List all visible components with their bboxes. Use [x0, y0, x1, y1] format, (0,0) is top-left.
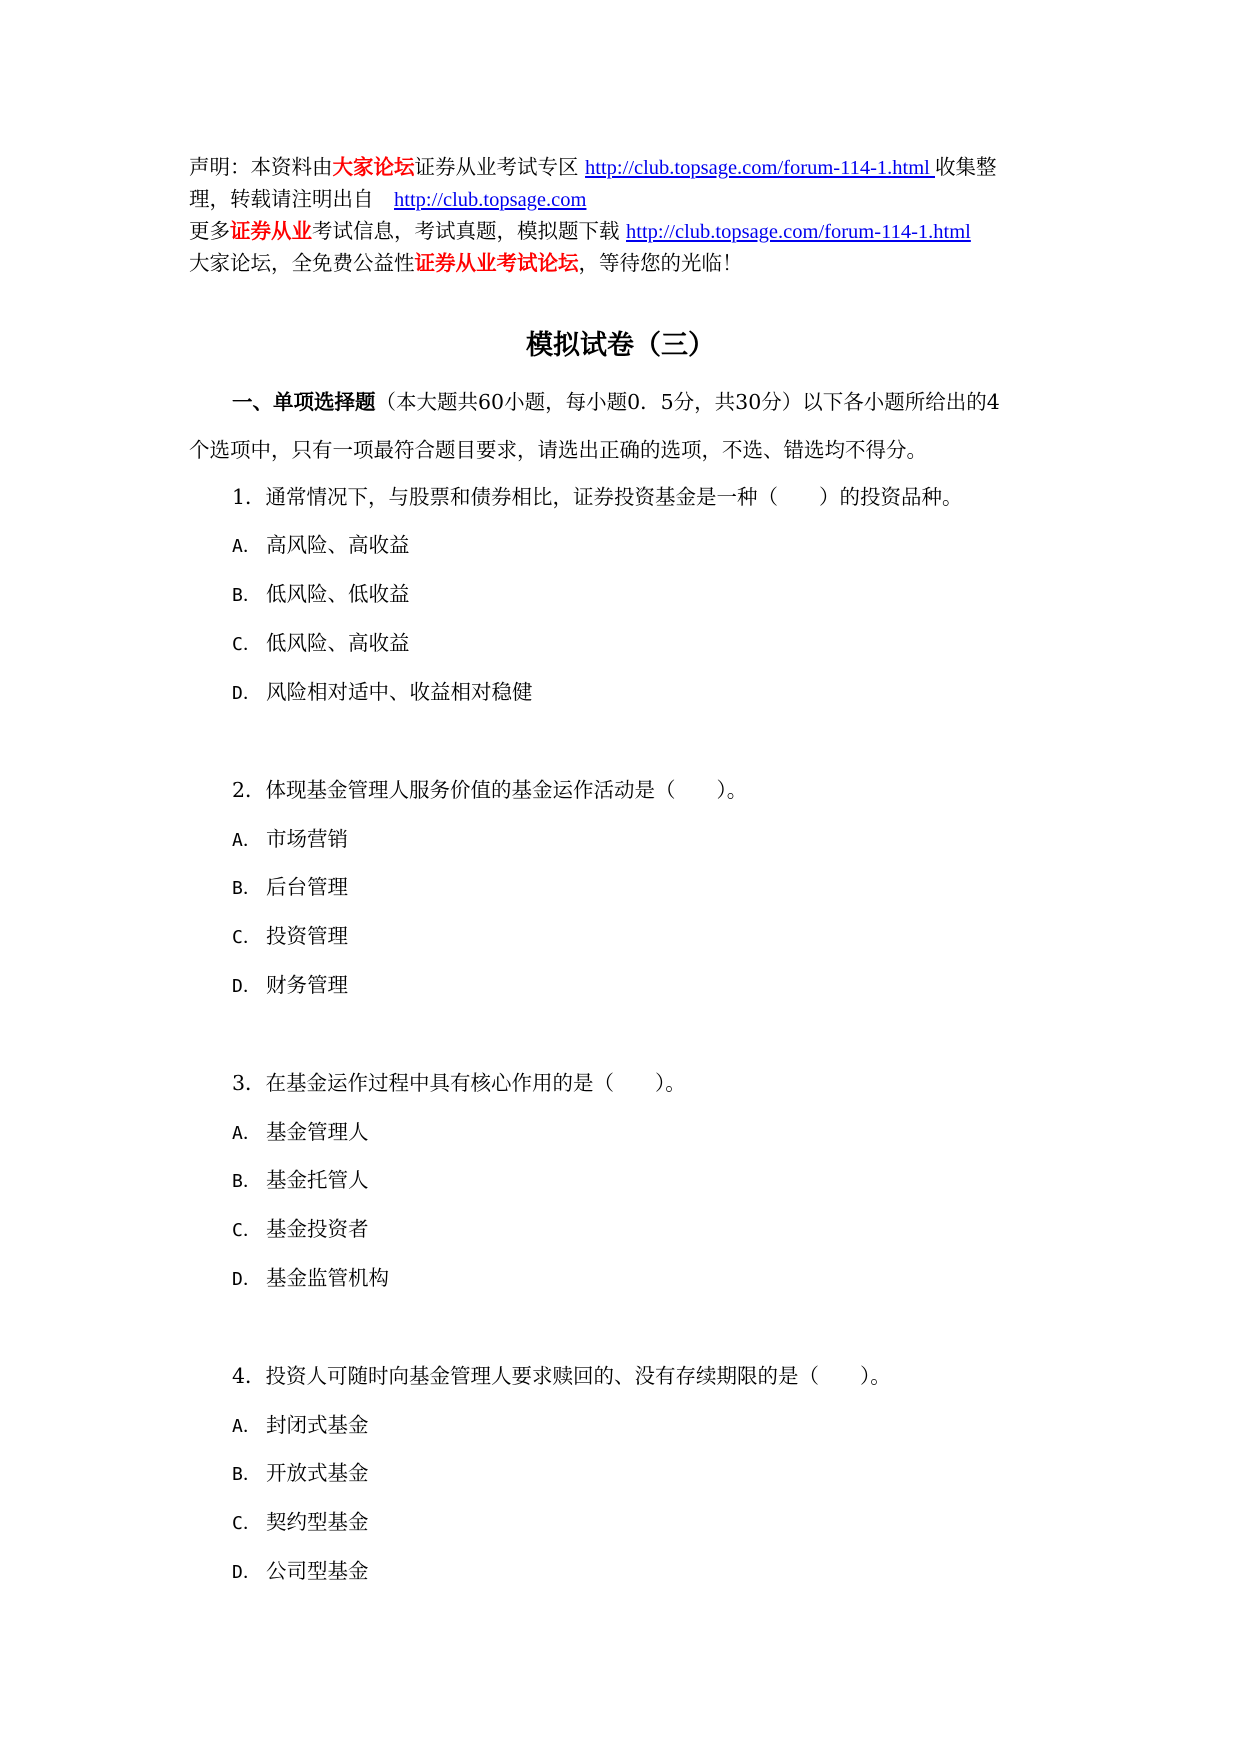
option-item[interactable] [232, 1410, 369, 1442]
question-stem: 4．投资人可随时向基金管理人要求赎回的、没有存续期限的是（ ）。 [232, 1364, 891, 1388]
option-text: 契约型基金 [266, 1510, 369, 1534]
section-intro-line-1 [232, 386, 1000, 418]
option-text: 财务管理 [266, 973, 348, 997]
notice-line-2 [189, 183, 1059, 216]
notice-text: ，等待您的光临！ [578, 251, 743, 275]
option-item[interactable] [232, 872, 348, 904]
option-label: A． [232, 830, 261, 851]
option-item[interactable] [232, 1556, 369, 1588]
option-label: D． [232, 976, 261, 997]
option-item[interactable] [232, 970, 348, 1002]
notice-text: 声明：本资料由 [189, 155, 333, 179]
option-label: D． [232, 683, 261, 704]
option-text: 基金监管机构 [266, 1266, 389, 1290]
option-item[interactable] [232, 824, 348, 856]
option-label: C． [232, 634, 261, 655]
question-stem: 3．在基金运作过程中具有核心作用的是（ ）。 [232, 1071, 686, 1095]
option-label: B． [232, 1464, 261, 1485]
option-label: A． [232, 536, 261, 557]
option-text: 高风险、高收益 [266, 533, 410, 557]
option-item[interactable] [232, 1263, 389, 1295]
question-stem: 2．体现基金管理人服务价值的基金运作活动是（ ）。 [232, 778, 748, 802]
option-text: 开放式基金 [266, 1461, 369, 1485]
notice-highlight: 证券从业 [230, 219, 312, 243]
forum-link[interactable]: http://club.topsage.com/forum-114-1.html [585, 157, 935, 179]
option-item[interactable] [232, 579, 410, 611]
notice-text: 大家论坛，全免费公益性 [189, 251, 415, 275]
option-text: 基金管理人 [266, 1120, 369, 1144]
option-label: D． [232, 1269, 261, 1290]
option-label: D． [232, 1562, 261, 1583]
option-text: 投资管理 [266, 924, 348, 948]
section-intro-line-2: 个选项中，只有一项最符合题目要求，请选出正确的选项，不选、错选均不得分。 [189, 438, 927, 462]
notice-text: 理，转载请注明出自 [189, 187, 394, 211]
option-label: C． [232, 927, 261, 948]
section-heading: 一、单项选择题 [232, 390, 376, 414]
option-text: 市场营销 [266, 827, 348, 851]
download-link[interactable]: http://club.topsage.com/forum-114-1.html [626, 221, 971, 243]
option-item[interactable] [232, 1214, 369, 1246]
option-text: 封闭式基金 [266, 1413, 369, 1437]
option-text: 基金托管人 [266, 1168, 369, 1192]
notice-text: 收集整 [935, 155, 997, 179]
page-title: 模拟试卷（三） [526, 330, 715, 361]
option-item[interactable] [232, 1165, 369, 1197]
notice-highlight: 证券从业考试论坛 [414, 251, 579, 275]
option-label: C． [232, 1220, 261, 1241]
option-item[interactable] [232, 677, 533, 709]
notice-line-1 [189, 151, 1059, 184]
option-text: 后台管理 [266, 875, 348, 899]
option-label: B． [232, 878, 261, 899]
notice-highlight: 大家论坛 [332, 155, 415, 179]
section-desc: （本大题共60小题，每小题0．5分，共30分）以下各小题所给出的4 [375, 390, 1000, 414]
question-stem: 1．通常情况下，与股票和债券相比，证券投资基金是一种（ ）的投资品种。 [232, 485, 963, 509]
option-text: 低风险、低收益 [266, 582, 410, 606]
option-text: 基金投资者 [266, 1217, 369, 1241]
site-link[interactable]: http://club.topsage.com [394, 189, 587, 211]
option-item[interactable] [232, 1117, 369, 1149]
option-text: 公司型基金 [266, 1559, 369, 1583]
notice-line-3 [189, 215, 1059, 248]
option-label: A． [232, 1123, 261, 1144]
option-item[interactable] [232, 530, 410, 562]
option-text: 低风险、高收益 [266, 631, 410, 655]
option-text: 风险相对适中、收益相对稳健 [266, 680, 533, 704]
notice-line-4 [189, 247, 1059, 279]
option-label: B． [232, 1171, 261, 1192]
option-item[interactable] [232, 1507, 369, 1539]
option-item[interactable] [232, 921, 348, 953]
notice-text: 证券从业考试专区 [414, 155, 586, 179]
notice-text: 更多 [189, 219, 230, 243]
notice-text: 考试信息，考试真题，模拟题下载 [312, 219, 627, 243]
option-label: C． [232, 1513, 261, 1534]
option-label: B． [232, 585, 261, 606]
option-label: A． [232, 1416, 261, 1437]
option-item[interactable] [232, 1458, 369, 1490]
option-item[interactable] [232, 628, 410, 660]
